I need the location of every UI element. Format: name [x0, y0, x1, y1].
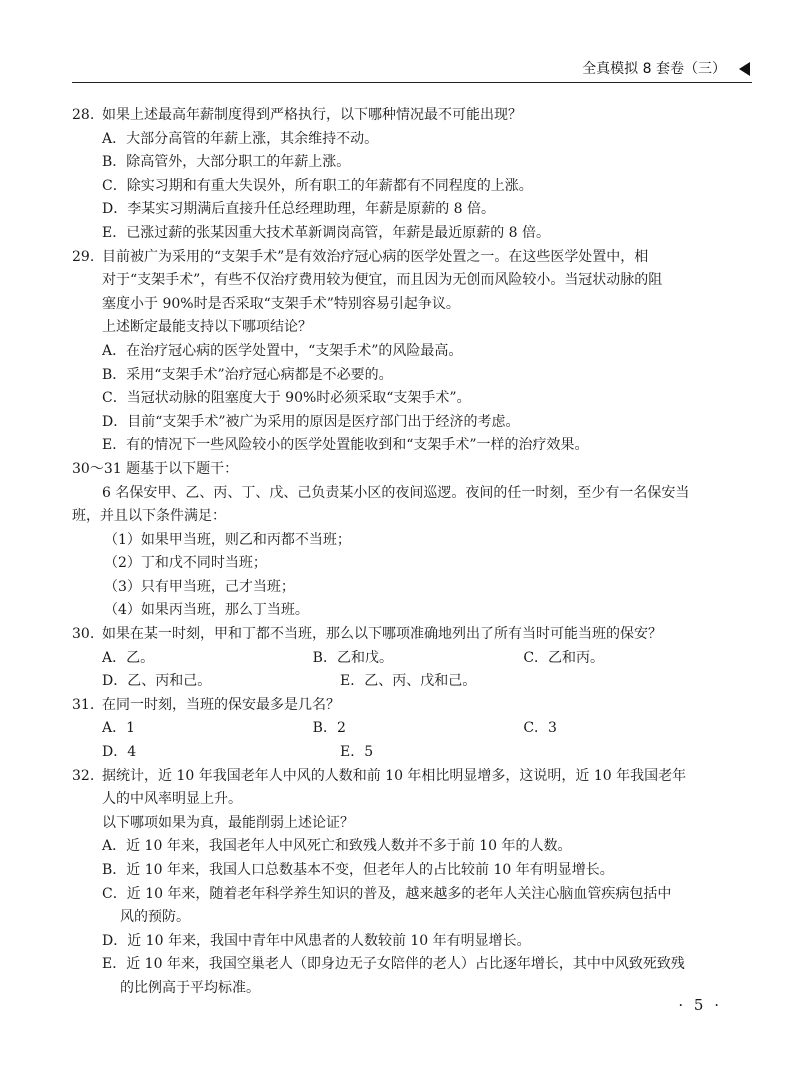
condition-4: （4）如果丙当班，那么丁当班。 — [104, 602, 309, 619]
condition-1: （1）如果甲当班，则乙和丙都不当班； — [104, 531, 351, 548]
header-title: 全真模拟 8 套卷（三） — [582, 61, 726, 77]
question-31 — [72, 694, 734, 765]
question-32 — [72, 765, 734, 1001]
question-stem: 据统计，近 10 年我国老年人中风的人数和前 10 年相比明显增多，这说明，近 10 年我国老年 — [102, 767, 687, 784]
question-number: 30. — [72, 626, 95, 643]
condition-3: （3）只有甲当班，己才当班； — [104, 578, 295, 595]
option-a: A．乙。 — [102, 649, 155, 666]
option-a: A．大部分高管的年薪上涨，其余维持不动。 — [102, 130, 379, 147]
option-b: B．2 — [312, 720, 346, 737]
option-c: C．除实习期和有重大失误外，所有职工的年薪都有不同程度的上涨。 — [102, 177, 533, 194]
option-a: A．在治疗冠心病的医学处置中，“支架手术”的风险最高。 — [102, 342, 463, 359]
page-number: · 5 · — [678, 996, 722, 1014]
option-d: D．乙、丙和己。 — [102, 673, 212, 690]
option-a: A．1 — [102, 720, 136, 737]
question-28 — [72, 104, 734, 246]
question-prompt: 以下哪项如果为真，最能削弱上述论证？ — [102, 814, 354, 831]
option-d: D．近 10 年来，我国中青年中风患者的人数较前 10 年有明显增长。 — [102, 932, 531, 949]
option-e-cont: 的比例高于平均标准。 — [120, 979, 260, 996]
running-header — [72, 56, 752, 83]
question-29 — [72, 246, 734, 458]
page-content — [72, 104, 734, 1001]
question-number: 29. — [72, 248, 95, 265]
question-number: 28. — [72, 107, 95, 123]
condition-2: （2）丁和戊不同时当班； — [104, 555, 267, 572]
question-stem: 如果上述最高年薪制度得到严格执行，以下哪种情况最不可能出现？ — [102, 107, 522, 123]
question-stem-cont: 对于“支架手术”，有些不仅治疗费用较为便宜，而且因为无创而风险较小。当冠状动脉的阻 — [102, 272, 663, 289]
question-stem: 目前被广为采用的“支架手术”是有效治疗冠心病的医学处置之一。在这些医学处置中，相 — [102, 248, 649, 265]
option-d: D．4 — [102, 744, 137, 761]
triangle-left-icon — [739, 62, 750, 76]
option-d: D．李某实习期满后直接升任总经理助理，年薪是原薪的 8 倍。 — [102, 201, 496, 218]
option-c: C．3 — [523, 720, 557, 737]
option-d: D．目前“支架手术”被广为采用的原因是医疗部门出于经济的考虑。 — [102, 413, 520, 430]
option-b: B．近 10 年来，我国人口总数基本不变，但老年人的占比较前 10 年有明显增长。 — [102, 862, 614, 878]
option-a: A．近 10 年来，我国老年人中风死亡和致残人数并不多于前 10 年的人数。 — [102, 838, 572, 855]
option-c: C．近 10 年来，随着老年科学养生知识的普及，越来越多的老年人关注心脑血管疾病包括中 — [102, 885, 672, 902]
option-c-cont: 风的预防。 — [120, 909, 190, 926]
option-e: E．有的情况下一些风险较小的医学处置能收到和“支架手术”一样的治疗效果。 — [102, 437, 589, 454]
question-group-30-31 — [72, 458, 734, 623]
option-e: E．乙、丙、戊和己。 — [340, 673, 477, 690]
question-stem: 在同一时刻，当班的保安最多是几名？ — [102, 696, 340, 713]
question-stem-cont: 塞度小于 90%时是否采取“支架手术”特别容易引起争议。 — [102, 295, 460, 312]
option-b: B．采用“支架手术”治疗冠心病都是不必要的。 — [102, 366, 393, 383]
option-b: B．除高管外，大部分职工的年薪上涨。 — [102, 154, 351, 171]
question-30 — [72, 623, 734, 694]
question-number: 31. — [72, 696, 95, 713]
option-e: E．近 10 年来，我国空巢老人（即身边无子女陪伴的老人）占比逐年增长，其中中风致死致残 — [102, 956, 685, 973]
question-stem: 如果在某一时刻，甲和丁都不当班，那么以下哪项准确地列出了所有当时可能当班的保安？ — [102, 626, 662, 643]
option-c: C．当冠状动脉的阻塞度大于 90%时必须采取“支架手术”。 — [102, 390, 471, 407]
option-b: B．乙和戊。 — [312, 649, 393, 666]
option-e: E．已涨过薪的张某因重大技术革新调岗高管，年薪是最近原薪的 8 倍。 — [102, 224, 551, 241]
group-intro-cont: 班，并且以下条件满足： — [72, 508, 226, 525]
question-prompt: 上述断定最能支持以下哪项结论？ — [102, 319, 312, 336]
question-stem-cont: 人的中风率明显上升。 — [102, 791, 242, 808]
group-intro: 6 名保安甲、乙、丙、丁、戊、己负责某小区的夜间巡逻。夜间的任一时刻，至少有一名保安当 — [102, 484, 690, 501]
question-number: 32. — [72, 767, 95, 784]
option-e: E．5 — [340, 744, 374, 761]
group-heading: 30～31 题基于以下题干： — [72, 460, 239, 477]
option-c: C．乙和丙。 — [523, 649, 605, 666]
